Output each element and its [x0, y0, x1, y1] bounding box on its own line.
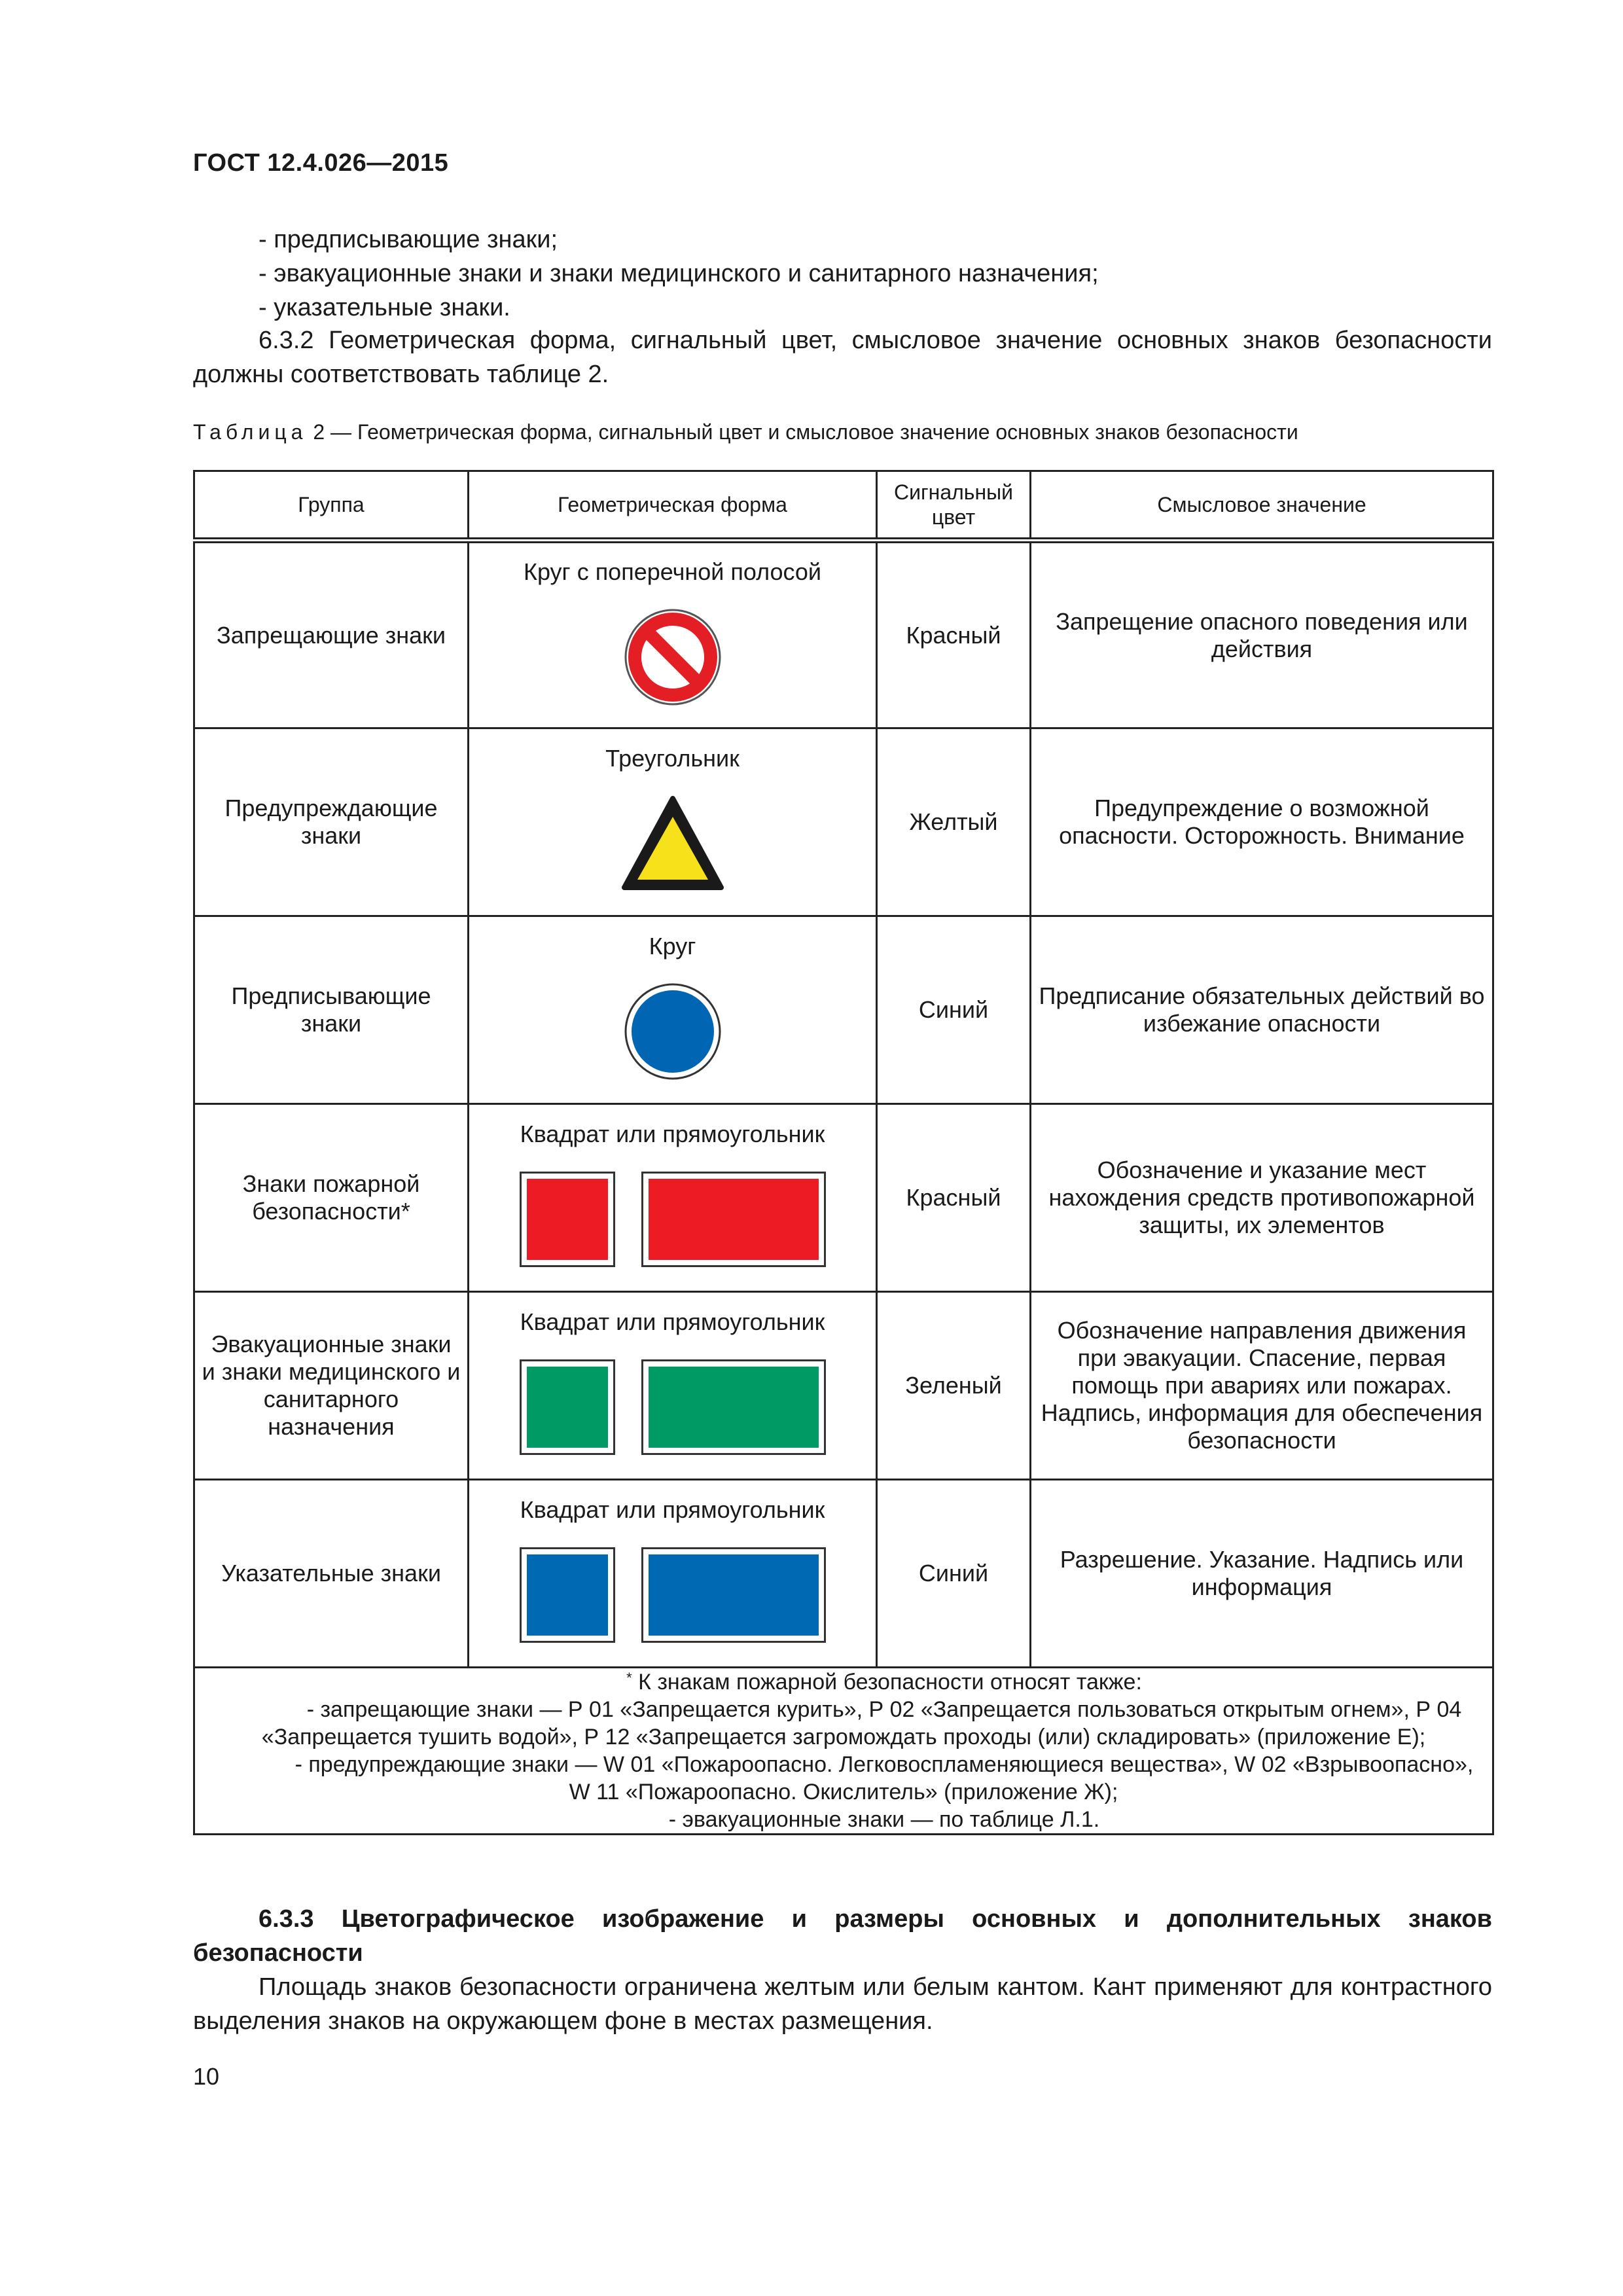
cell-group: Эвакуационные знаки и знаки медицинского и санитарного назначения [194, 1292, 469, 1480]
table-footnote [194, 1668, 1493, 1835]
shape-title: Квадрат или прямоугольник [520, 1121, 825, 1147]
fire-rectangle-icon [641, 1172, 826, 1267]
footnote-intro-text: К знакам пожарной безопасности относят также: [632, 1670, 1142, 1695]
header-group: Группа [194, 471, 469, 541]
prohibition-circle-icon [624, 608, 722, 706]
cell-group: Указательные знаки [194, 1480, 469, 1668]
header-signal-color: Сигнальный цвет [877, 471, 1031, 541]
information-rectangle-icon [641, 1547, 826, 1643]
footnote-item: - запрещающие знаки — Р 01 «Запрещается курить», Р 02 «Запрещается пользоваться открытым огнем», Р 04 «Запрещается тушить водой», Р 12 «Запрещается загромождать проходы (или) складировать» (приложение Е); [261, 1697, 1462, 1749]
cell-shape [469, 1104, 877, 1292]
table-row [194, 728, 1493, 916]
paragraph-6-3-3: Площадь знаков безопасности ограничена желтым или белым кантом. Кант применяют для контрастного выделения знаков на окружающем фоне в местах размещения. [193, 1973, 1492, 2035]
list-item: - предписывающие знаки; [259, 226, 558, 253]
cell-group: Предупреждающие знаки [194, 728, 469, 916]
table-caption [193, 420, 1492, 444]
shape-title: Круг [649, 933, 696, 960]
table-footnote-row [194, 1668, 1493, 1835]
section-heading-6-3-3: 6.3.3 Цветографическое изображение и размеры основных и дополнительных знаков безопасности [193, 1905, 1492, 1967]
header-shape: Геометрическая форма [469, 471, 877, 541]
cell-meaning: Обозначение и указание мест нахождения средств противопожарной защиты, их элементов [1031, 1104, 1493, 1292]
cell-signal-color: Красный [877, 541, 1031, 728]
footnote-item: - предупреждающие знаки — W 01 «Пожароопасно. Легковоспламеняющиеся вещества», W 02 «Взрывоопасно», W 11 «Пожароопасно. Окислитель» (приложение Ж); [294, 1752, 1474, 1804]
shape-title: Квадрат или прямоугольник [520, 1496, 825, 1523]
cell-shape [469, 1292, 877, 1480]
table-row [194, 1104, 1493, 1292]
shape-title: Треугольник [605, 745, 740, 772]
signs-table [193, 470, 1494, 1835]
information-square-icon [520, 1547, 615, 1643]
evacuation-square-icon [520, 1359, 615, 1455]
page-number: 10 [193, 2063, 220, 2090]
document-header: ГОСТ 12.4.026—2015 [193, 149, 449, 177]
cell-meaning: Предписание обязательных действий во избежание опасности [1031, 916, 1493, 1104]
list-item: - эвакуационные знаки и знаки медицинского и санитарного назначения; [259, 260, 1099, 287]
cell-group: Знаки пожарной безопасности* [194, 1104, 469, 1292]
shape-title: Круг с поперечной полосой [523, 558, 822, 585]
footnote-item: - эвакуационные знаки — по таблице Л.1. [668, 1807, 1100, 1832]
footnote-mark: * [626, 1670, 632, 1686]
cell-signal-color: Синий [877, 916, 1031, 1104]
table-row [194, 1292, 1493, 1480]
table-caption-label: Таблица [193, 420, 308, 444]
cell-meaning: Запрещение опасного поведения или действия [1031, 541, 1493, 728]
cell-shape [469, 1480, 877, 1668]
cell-meaning: Обозначение направления движения при эвакуации. Спасение, первая помощь при авариях или пожарах. Надпись, информация для обеспечения безопасности [1031, 1292, 1493, 1480]
list-item: - указательные знаки. [259, 294, 510, 321]
cell-shape [469, 728, 877, 916]
cell-signal-color: Желтый [877, 728, 1031, 916]
table-row [194, 916, 1493, 1104]
cell-group: Предписывающие знаки [194, 916, 469, 1104]
cell-signal-color: Красный [877, 1104, 1031, 1292]
cell-signal-color: Синий [877, 1480, 1031, 1668]
table-row [194, 1480, 1493, 1668]
table-header-row [194, 471, 1493, 541]
table-caption-text: 2 — Геометрическая форма, сигнальный цвет и смысловое значение основных знаков безопасности [307, 420, 1298, 444]
cell-meaning: Разрешение. Указание. Надпись или информация [1031, 1480, 1493, 1668]
header-meaning: Смысловое значение [1031, 471, 1493, 541]
cell-shape [469, 541, 877, 728]
footnote-intro [202, 1668, 1486, 1696]
evacuation-rectangle-icon [641, 1359, 826, 1455]
cell-shape [469, 916, 877, 1104]
warning-triangle-icon [620, 795, 725, 893]
intro-list [193, 223, 1492, 325]
fire-square-icon [520, 1172, 615, 1267]
cell-group: Запрещающие знаки [194, 541, 469, 728]
shape-title: Квадрат или прямоугольник [520, 1308, 825, 1335]
mandatory-circle-icon [624, 982, 722, 1081]
cell-signal-color: Зеленый [877, 1292, 1031, 1480]
cell-meaning: Предупреждение о возможной опасности. Осторожность. Внимание [1031, 728, 1493, 916]
table-row [194, 541, 1493, 728]
paragraph-6-3-2: 6.3.2 Геометрическая форма, сигнальный цвет, смысловое значение основных знаков безопасности должны соответствовать таблице 2. [193, 327, 1492, 388]
